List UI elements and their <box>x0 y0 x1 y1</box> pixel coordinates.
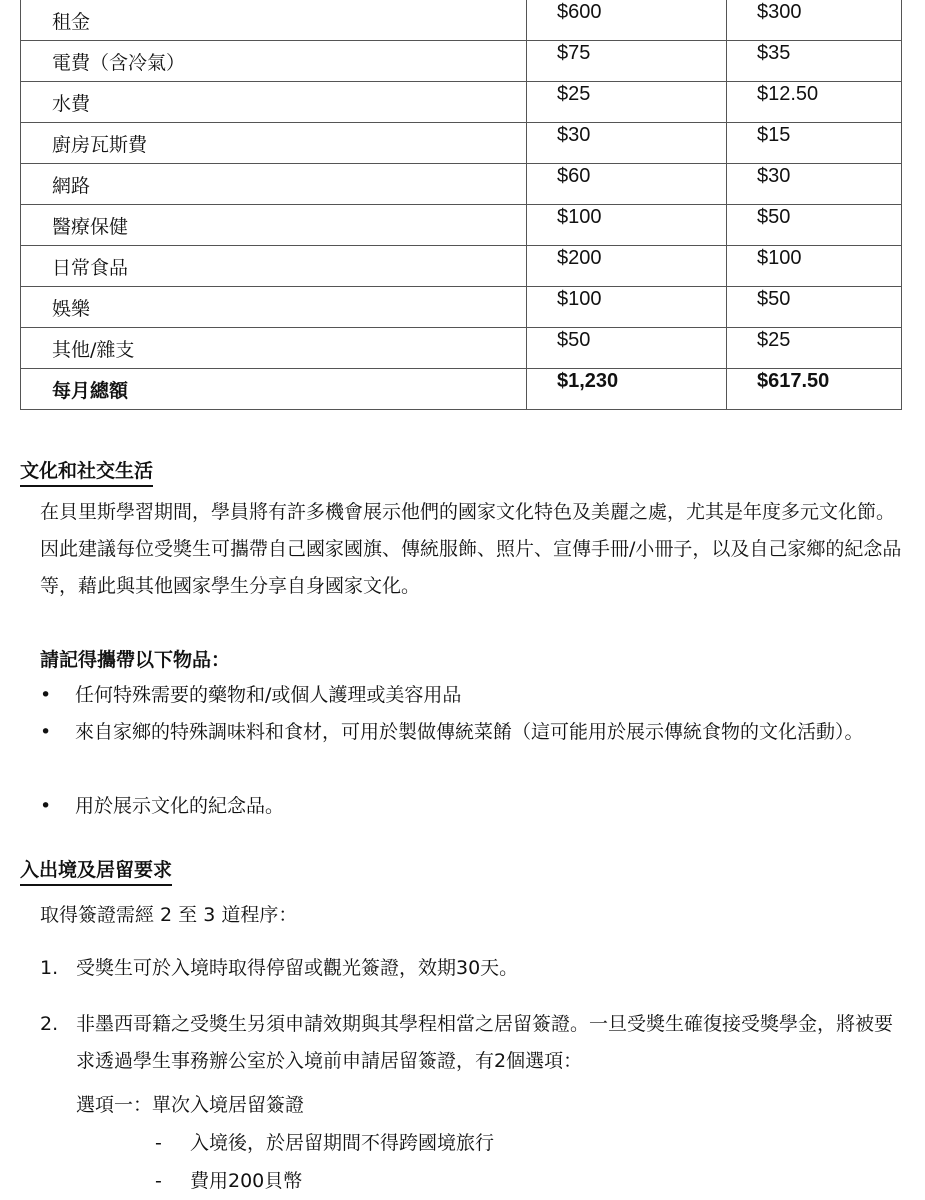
list-item-text: 入境後，於居留期間不得跨國境旅行 <box>190 1132 495 1154</box>
dash-icon: - <box>155 1132 162 1154</box>
table-row <box>21 164 902 205</box>
list-item <box>40 714 870 751</box>
reminder-title: 請記得攜帶以下物品： <box>40 649 231 671</box>
immigration-intro: 取得簽證需經 2 至 3 道程序： <box>40 904 298 926</box>
numbered-item <box>40 950 902 987</box>
amount-cell: $200 <box>527 246 727 287</box>
list-item-text: 用於展示文化的紀念品。 <box>75 795 285 817</box>
amount-cell: $100 <box>527 287 727 328</box>
category-cell: 租金 <box>21 0 527 41</box>
list-item-text: 費用200貝幣 <box>190 1170 303 1192</box>
amount-cell: $75 <box>527 41 727 82</box>
option-one-label: 選項一：單次入境居留簽證 <box>76 1094 305 1116</box>
amount-cell: $15 <box>727 123 902 164</box>
section-heading-culture: 文化和社交生活 <box>20 458 153 487</box>
table-row <box>21 246 902 287</box>
list-item <box>155 1128 494 1155</box>
table-row <box>21 41 902 82</box>
category-cell: 網路 <box>21 164 527 205</box>
bullet-icon: • <box>40 795 52 817</box>
bullet-icon: • <box>40 684 52 706</box>
total-label: 每月總額 <box>21 369 527 410</box>
table-row <box>21 0 902 41</box>
budget-table <box>20 0 902 410</box>
category-cell: 娛樂 <box>21 287 527 328</box>
table-row <box>21 205 902 246</box>
amount-cell: $50 <box>727 287 902 328</box>
table-row <box>21 123 902 164</box>
amount-cell: $300 <box>727 0 902 41</box>
amount-cell: $12.50 <box>727 82 902 123</box>
list-item <box>40 677 880 714</box>
category-cell: 水費 <box>21 82 527 123</box>
amount-cell: $100 <box>727 246 902 287</box>
amount-cell: $30 <box>527 123 727 164</box>
amount-cell: $50 <box>527 328 727 369</box>
amount-cell: $35 <box>727 41 902 82</box>
amount-cell: $25 <box>527 82 727 123</box>
list-item-text: 來自家鄉的特殊調味料和食材，可用於製做傳統菜餚（這可能用於展示傳統食物的文化活動）。 <box>75 721 864 743</box>
total-row <box>21 369 902 410</box>
amount-cell: $600 <box>527 0 727 41</box>
item-text: 非墨西哥籍之受獎生另須申請效期與其學程相當之居留簽證。一旦受獎生確復接受獎學金，將被要求透過學生事務辦公室於入境前申請居留簽證，有2個選項： <box>76 1013 894 1072</box>
total-amount: $617.50 <box>727 369 902 410</box>
item-text: 受獎生可於入境時取得停留或觀光簽證，效期30天。 <box>76 957 519 979</box>
list-item <box>40 788 880 825</box>
category-cell: 電費（含冷氣） <box>21 41 527 82</box>
table-row <box>21 82 902 123</box>
amount-cell: $30 <box>727 164 902 205</box>
category-cell: 其他/雜支 <box>21 328 527 369</box>
amount-cell: $50 <box>727 205 902 246</box>
table-row <box>21 328 902 369</box>
amount-cell: $100 <box>527 205 727 246</box>
amount-cell: $25 <box>727 328 902 369</box>
item-number: 1. <box>40 957 59 979</box>
category-cell: 日常食品 <box>21 246 527 287</box>
section-heading-immigration: 入出境及居留要求 <box>20 857 172 886</box>
culture-paragraph: 在貝里斯學習期間，學員將有許多機會展示他們的國家文化特色及美麗之處，尤其是年度多元文化節。因此建議每位受獎生可攜帶自己國家國旗、傳統服飾、照片、宣傳手冊/小冊子，以及自己家鄉的紀念品等，藉此與其他國家學生分享自身國家文化。 <box>40 501 902 597</box>
total-amount: $1,230 <box>527 369 727 410</box>
category-cell: 廚房瓦斯費 <box>21 123 527 164</box>
list-item <box>155 1166 302 1193</box>
numbered-item <box>40 1006 902 1080</box>
dash-icon: - <box>155 1170 162 1192</box>
list-item-text: 任何特殊需要的藥物和/或個人護理或美容用品 <box>75 684 462 706</box>
table-row <box>21 287 902 328</box>
amount-cell: $60 <box>527 164 727 205</box>
bullet-icon: • <box>40 721 52 743</box>
item-number: 2. <box>40 1013 59 1035</box>
category-cell: 醫療保健 <box>21 205 527 246</box>
